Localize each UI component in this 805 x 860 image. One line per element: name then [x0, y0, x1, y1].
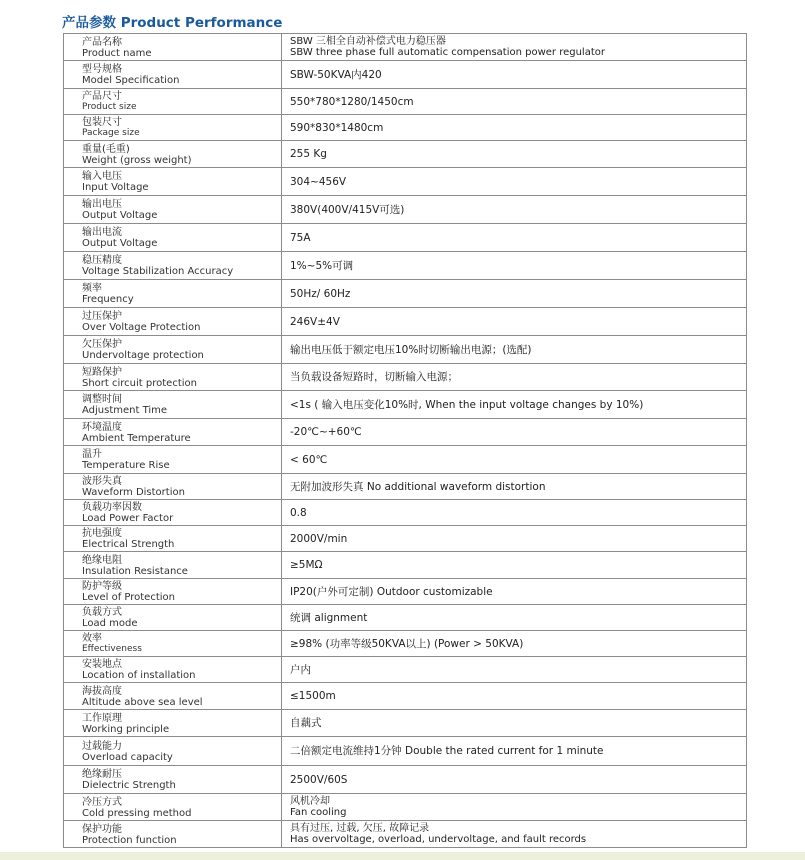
param-name-cell	[64, 252, 282, 280]
param-value-cell	[282, 737, 747, 766]
param-name-en: Load mode	[82, 618, 138, 629]
param-value-cell	[282, 61, 747, 89]
param-value: 0.8	[290, 506, 307, 519]
param-value: SBW 三相全自动补偿式电力稳压器	[290, 36, 446, 47]
param-value: ≥5MΩ	[290, 559, 323, 571]
table-row	[64, 683, 747, 710]
param-value: 自藕式	[290, 717, 322, 729]
param-value: 2500V/60S	[290, 773, 348, 786]
table-row	[64, 657, 747, 683]
param-name-en: Voltage Stabilization Accuracy	[82, 266, 234, 277]
param-name-zh: 负载方式	[82, 607, 122, 618]
param-value: ≤1500m	[290, 690, 336, 702]
param-name-zh: 波形失真	[82, 476, 122, 487]
param-value-cell	[282, 224, 747, 252]
param-value: IP20(户外可定制) Outdoor customizable	[290, 585, 493, 598]
param-name-en: Short circuit protection	[82, 377, 197, 389]
param-name-en: Product size	[82, 102, 137, 112]
table-row	[64, 500, 747, 526]
param-value: 户内	[290, 663, 311, 676]
param-value-secondary: Fan cooling	[290, 807, 347, 818]
param-value-cell	[282, 168, 747, 196]
param-name-zh: 型号规格	[82, 64, 122, 75]
param-value-cell	[282, 252, 747, 280]
param-value: 246V±4V	[290, 315, 340, 328]
param-value-cell	[282, 605, 747, 631]
param-value-cell	[282, 308, 747, 336]
param-name-cell	[64, 391, 282, 419]
param-value: 无附加波形失真 No additional waveform distortion	[290, 480, 546, 493]
param-name-zh: 频率	[82, 283, 102, 294]
param-name-en: Insulation Resistance	[82, 565, 188, 577]
param-name-zh: 短路保护	[82, 366, 122, 378]
param-name-zh: 防护等级	[82, 581, 122, 592]
param-name-zh: 输出电流	[82, 227, 122, 238]
page-title: 产品参数 Product Performance	[62, 15, 283, 31]
param-value-cell	[282, 794, 747, 821]
param-name-cell	[64, 280, 282, 308]
param-name-cell	[64, 446, 282, 474]
param-name-en: Effectiveness	[82, 644, 142, 654]
param-name-zh: 安装地点	[82, 659, 122, 670]
table-row	[64, 419, 747, 446]
param-name-zh: 欠压保护	[82, 339, 122, 350]
param-value-cell	[282, 280, 747, 308]
param-value-cell	[282, 474, 747, 500]
param-value-cell	[282, 631, 747, 657]
param-name-zh: 冷压方式	[82, 796, 122, 808]
param-name-zh: 产品尺寸	[82, 91, 122, 102]
param-value: 380V(400V/415V可选)	[290, 203, 405, 216]
param-name-zh: 包装尺寸	[82, 117, 122, 128]
param-name-zh: 绝缘耐压	[82, 769, 122, 780]
bottom-band	[0, 852, 805, 860]
param-name-zh: 输出电压	[82, 199, 122, 210]
param-name-cell	[64, 766, 282, 794]
param-name-cell	[64, 196, 282, 224]
param-name-en: Level of Protection	[82, 592, 175, 603]
param-name-cell	[64, 115, 282, 141]
param-name-zh: 产品名称	[82, 36, 122, 48]
param-value: 1%~5%可调	[290, 259, 354, 272]
table-row	[64, 61, 747, 89]
table-row	[64, 526, 747, 552]
param-name-en: Frequency	[82, 294, 134, 305]
param-value: 统调 alignment	[290, 611, 368, 624]
param-name-en: Temperature Rise	[82, 460, 170, 471]
param-name-cell	[64, 474, 282, 500]
param-value: 75A	[290, 231, 311, 244]
table-row	[64, 34, 747, 61]
param-name-zh: 调整时间	[82, 394, 122, 405]
param-name-cell	[64, 737, 282, 766]
param-value-cell	[282, 683, 747, 710]
param-value-cell	[282, 391, 747, 419]
table-row	[64, 631, 747, 657]
table-row	[64, 579, 747, 605]
param-value: -20℃~+60℃	[290, 426, 362, 438]
param-name-zh: 环境温度	[82, 421, 122, 433]
param-name-en: Package size	[82, 128, 140, 138]
param-name-cell	[64, 224, 282, 252]
param-name-cell	[64, 61, 282, 89]
param-name-en: Altitude above sea level	[82, 696, 203, 708]
param-name-zh: 稳压精度	[82, 255, 122, 266]
param-value-cell	[282, 710, 747, 737]
param-value-cell	[282, 364, 747, 391]
table-row	[64, 710, 747, 737]
param-value-cell	[282, 657, 747, 683]
param-name-cell	[64, 89, 282, 115]
param-name-zh: 效率	[82, 633, 102, 644]
param-value: ≥98% (功率等级50KVA以上) (Power > 50KVA)	[290, 637, 524, 650]
param-name-cell	[64, 710, 282, 737]
param-name-zh: 工作原理	[82, 712, 122, 724]
param-name-cell	[64, 579, 282, 605]
param-value-cell	[282, 579, 747, 605]
param-value: 50Hz/ 60Hz	[290, 287, 351, 300]
param-name-zh: 海拔高度	[82, 685, 122, 697]
param-name-cell	[64, 141, 282, 168]
table-row	[64, 308, 747, 336]
param-value-cell	[282, 766, 747, 794]
param-name-zh: 过载能力	[82, 740, 122, 752]
param-name-cell	[64, 419, 282, 446]
table-row	[64, 364, 747, 391]
table-row	[64, 446, 747, 474]
param-value-secondary: SBW three phase full automatic compensation power regulator	[290, 47, 605, 58]
table-row	[64, 737, 747, 766]
param-name-cell	[64, 631, 282, 657]
table-row	[64, 141, 747, 168]
param-value-cell	[282, 821, 747, 848]
table-row	[64, 115, 747, 141]
param-name-en: Output Voltage	[82, 238, 158, 249]
param-name-cell	[64, 657, 282, 683]
param-value-cell	[282, 446, 747, 474]
table-row	[64, 391, 747, 419]
table-row	[64, 252, 747, 280]
param-name-zh: 温升	[82, 449, 102, 460]
param-name-cell	[64, 821, 282, 848]
param-name-en: Protection function	[82, 834, 177, 846]
table-row	[64, 336, 747, 364]
param-name-cell	[64, 168, 282, 196]
param-name-en: Waveform Distortion	[82, 487, 185, 498]
param-value: 304~456V	[290, 175, 347, 188]
param-name-cell	[64, 683, 282, 710]
param-value-cell	[282, 115, 747, 141]
table-row	[64, 168, 747, 196]
param-name-en: Working principle	[82, 723, 170, 735]
param-value-cell	[282, 552, 747, 579]
table-row	[64, 89, 747, 115]
param-name-en: Output Voltage	[82, 210, 158, 221]
param-name-zh: 重量(毛重)	[82, 143, 130, 155]
param-name-cell	[64, 526, 282, 552]
param-name-cell	[64, 34, 282, 61]
param-value: SBW-50KVA内420	[290, 68, 382, 81]
param-value: 二倍额定电流维持1分钟 Double the rated current for 1 minute	[290, 745, 604, 757]
table-row	[64, 794, 747, 821]
param-name-zh: 保护功能	[82, 823, 122, 835]
table-row	[64, 821, 747, 848]
param-name-en: Weight (gross weight)	[82, 154, 192, 166]
table-row	[64, 224, 747, 252]
param-name-en: Model Specification	[82, 75, 180, 86]
param-name-en: Input Voltage	[82, 182, 149, 193]
param-value-cell	[282, 500, 747, 526]
param-name-en: Load Power Factor	[82, 513, 174, 524]
param-name-cell	[64, 552, 282, 579]
param-value: 2000V/min	[290, 532, 348, 545]
param-value-cell	[282, 526, 747, 552]
param-name-zh: 抗电强度	[82, 528, 122, 539]
param-name-cell	[64, 794, 282, 821]
param-value: <1s ( 输入电压变化10%时, When the input voltage changes by 10%)	[290, 398, 644, 411]
table-row	[64, 605, 747, 631]
param-value-cell	[282, 196, 747, 224]
param-name-cell	[64, 605, 282, 631]
param-name-cell	[64, 336, 282, 364]
param-value-cell	[282, 419, 747, 446]
param-name-cell	[64, 364, 282, 391]
param-name-zh: 负载功率因数	[82, 502, 142, 513]
param-value: 255 Kg	[290, 148, 327, 160]
param-value-cell	[282, 336, 747, 364]
param-name-zh: 过压保护	[82, 311, 122, 322]
param-name-en: Ambient Temperature	[82, 432, 191, 444]
param-value-secondary: Has overvoltage, overload, undervoltage, and fault records	[290, 834, 587, 845]
param-name-zh: 绝缘电阻	[82, 554, 122, 566]
param-value: 590*830*1480cm	[290, 121, 384, 134]
param-name-en: Over Voltage Protection	[82, 322, 201, 333]
param-value: 当负载设备短路时，切断输入电源；	[290, 371, 458, 383]
param-value: < 60℃	[290, 453, 328, 466]
table-row	[64, 280, 747, 308]
param-value: 风机冷却	[290, 796, 330, 807]
spec-table	[63, 33, 747, 848]
param-name-en: Undervoltage protection	[82, 350, 204, 361]
table-row	[64, 196, 747, 224]
param-value-cell	[282, 89, 747, 115]
table-row	[64, 766, 747, 794]
param-value-cell	[282, 141, 747, 168]
param-name-en: Overload capacity	[82, 751, 173, 763]
param-name-cell	[64, 500, 282, 526]
param-name-zh: 输入电压	[82, 171, 122, 182]
param-value: 输出电压低于额定电压10%时切断输出电源；(选配)	[290, 343, 532, 356]
table-row	[64, 474, 747, 500]
param-name-en: Cold pressing method	[82, 807, 192, 819]
param-value: 具有过压, 过载, 欠压, 故障记录	[290, 823, 430, 834]
param-value-cell	[282, 34, 747, 61]
param-name-en: Product name	[82, 47, 152, 59]
param-name-en: Location of installation	[82, 670, 196, 681]
table-row	[64, 552, 747, 579]
param-value: 550*780*1280/1450cm	[290, 95, 414, 108]
param-name-en: Dielectric Strength	[82, 780, 176, 791]
param-name-cell	[64, 308, 282, 336]
param-name-en: Adjustment Time	[82, 405, 168, 416]
param-name-en: Electrical Strength	[82, 539, 175, 550]
